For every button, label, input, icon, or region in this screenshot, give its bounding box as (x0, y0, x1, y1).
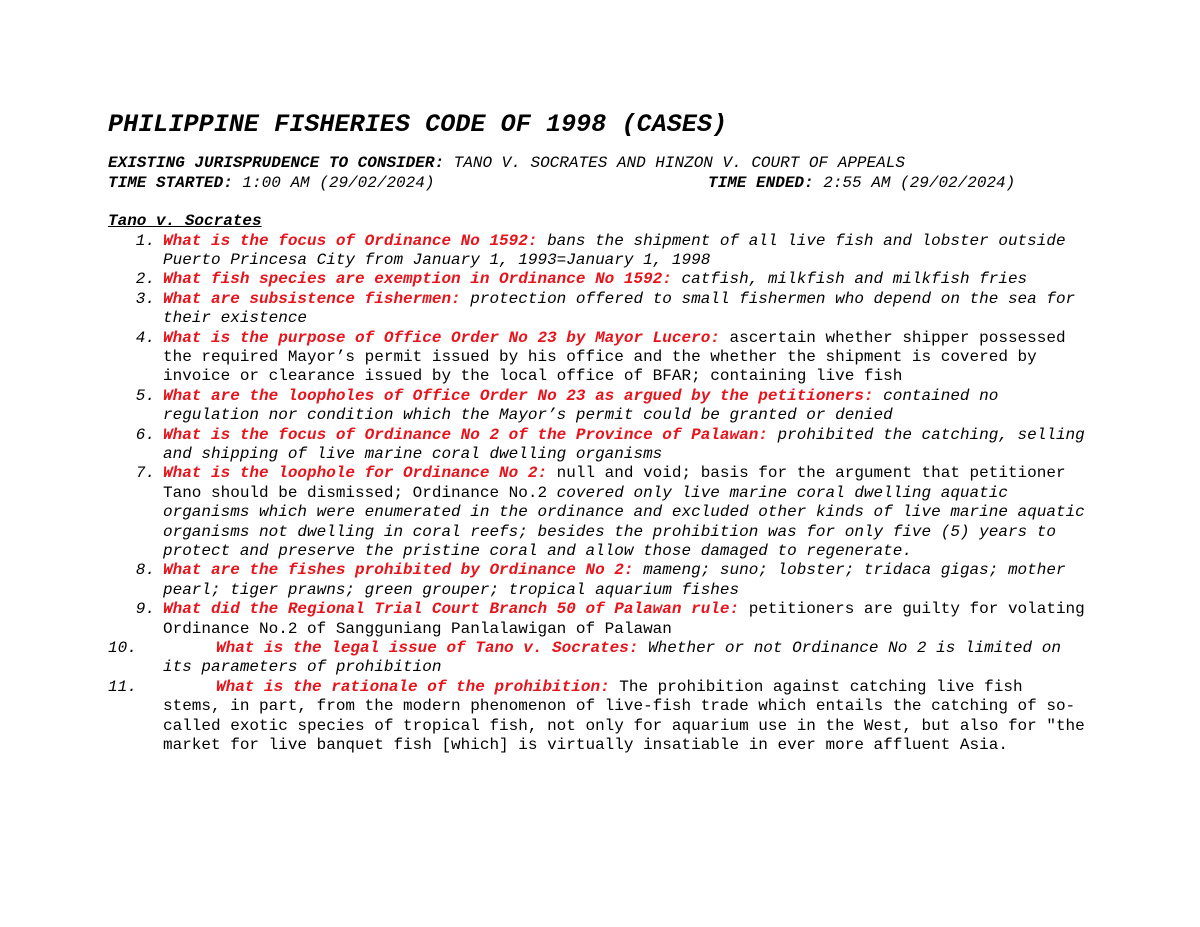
time-ended-value: 2:55 AM (29/02/2024) (813, 173, 1016, 192)
item-number: 11. (108, 677, 137, 696)
question-text: What did the Regional Trial Court Branch 50 of Palawan rule: (163, 600, 740, 619)
list-item (108, 561, 1088, 600)
item-number: 9. (135, 600, 155, 619)
time-row (108, 174, 1088, 194)
question-text: What is the focus of Ordinance No 2 of the Province of Palawan: (163, 425, 768, 444)
document-title: PHILIPPINE FISHERIES CODE OF 1998 (CASES) (108, 110, 728, 139)
list-item (108, 329, 1088, 387)
time-started (108, 174, 708, 194)
question-text: What fish species are exemption in Ordinance No 1592: (163, 270, 672, 289)
list-item (108, 464, 1088, 561)
time-started-value: 1:00 AM (29/02/2024) (232, 173, 435, 192)
jurisprudence-line (108, 154, 1088, 174)
answer-text: catfish, milkfish and milkfish fries (671, 270, 1028, 289)
item-number: 5. (135, 386, 155, 405)
question-text: What is the loophole for Ordinance No 2: (163, 464, 548, 483)
answer-text: bans the shipment of all live fish and lobster outside Puerto Princesa City from January 1, 1993=January 1, 1998 (163, 231, 1066, 269)
answer-text-upright: null and void; basis for the argument that petitioner Tano should be dismissed; Ordinance No.2 (163, 464, 1066, 502)
list-item (108, 290, 1088, 329)
question-text: What are subsistence fishermen: (163, 289, 461, 308)
question-text: What are the fishes prohibited by Ordinance No 2: (163, 561, 634, 580)
question-text: What is the purpose of Office Order No 23 by Mayor Lucero: (163, 328, 720, 347)
time-ended (708, 174, 1015, 194)
section-heading: Tano v. Socrates (108, 212, 262, 230)
question-text: What is the rationale of the prohibition: (216, 677, 610, 696)
answer-text: ascertain whether shipper possessed the required Mayor’s permit issued by his office and the whether the shipment is covered by invoice or clearance issued by the local office of BFAR; containing live fish (163, 328, 1066, 386)
answer-text: petitioners are guilty for volating Ordinance No.2 of Sangguniang Panlalawigan of Palawan (163, 600, 1085, 638)
item-number: 3. (135, 289, 155, 308)
list-item (108, 600, 1088, 639)
list-item (108, 270, 1088, 289)
item-number: 7. (135, 464, 155, 483)
item-number: 4. (135, 328, 155, 347)
list-item (108, 387, 1088, 426)
jurisprudence-value: TANO V. SOCRATES AND HINZON V. COURT OF APPEALS (444, 154, 905, 172)
question-text: What is the legal issue of Tano v. Socrates: (216, 639, 639, 658)
item-number: 2. (135, 270, 155, 289)
answer-text-italic: covered only live marine coral dwelling aquatic organisms which were enumerated in the ordinance and excluded other kinds of live marine aquatic organisms not dwelling in coral reefs; besides the prohibition was for only five (5) years to protect and preserve the pristine coral and allow those damaged to regenerate. (163, 483, 1085, 560)
time-ended-label: TIME ENDED: (708, 173, 814, 192)
document-page (108, 108, 1088, 755)
item-number: 8. (135, 561, 155, 580)
jurisprudence-label: EXISTING JURISPRUDENCE TO CONSIDER: (108, 154, 445, 172)
answer-text: Whether or not Ordinance No 2 is limited on its parameters of prohibition (163, 639, 1061, 677)
question-text: What are the loopholes of Office Order No 23 as argued by the petitioners: (163, 386, 874, 405)
answer-text: mameng; suno; lobster; tridaca gigas; mother pearl; tiger prawns; green grouper; tropical aquarium fishes (163, 561, 1066, 599)
answer-text: contained no regulation nor condition which the Mayor’s permit could be granted or denied (163, 386, 999, 425)
answer-text: protection offered to small fishermen who depend on the sea for their existence (163, 289, 1076, 328)
time-started-label: TIME STARTED: (108, 173, 233, 192)
item-number: 10. (108, 639, 137, 658)
list-item (108, 232, 1088, 271)
list-item (108, 639, 1088, 678)
list-item (108, 678, 1088, 756)
question-list (108, 232, 1088, 756)
item-number: 1. (135, 231, 155, 250)
answer-text: prohibited the catching, selling and shipping of live marine coral dwelling organisms (163, 425, 1085, 463)
answer-text: The prohibition against catching live fish stems, in part, from the modern phenomenon of live-fish trade which entails the catching of so-called exotic species of tropical fish, not only for aquarium use in the West, but also for "the market for live banquet fish [which] is virtually insatiable in ever more affluent Asia. (163, 677, 1085, 755)
question-text: What is the focus of Ordinance No 1592: (163, 231, 538, 250)
list-item (108, 426, 1088, 465)
item-number: 6. (135, 425, 155, 444)
